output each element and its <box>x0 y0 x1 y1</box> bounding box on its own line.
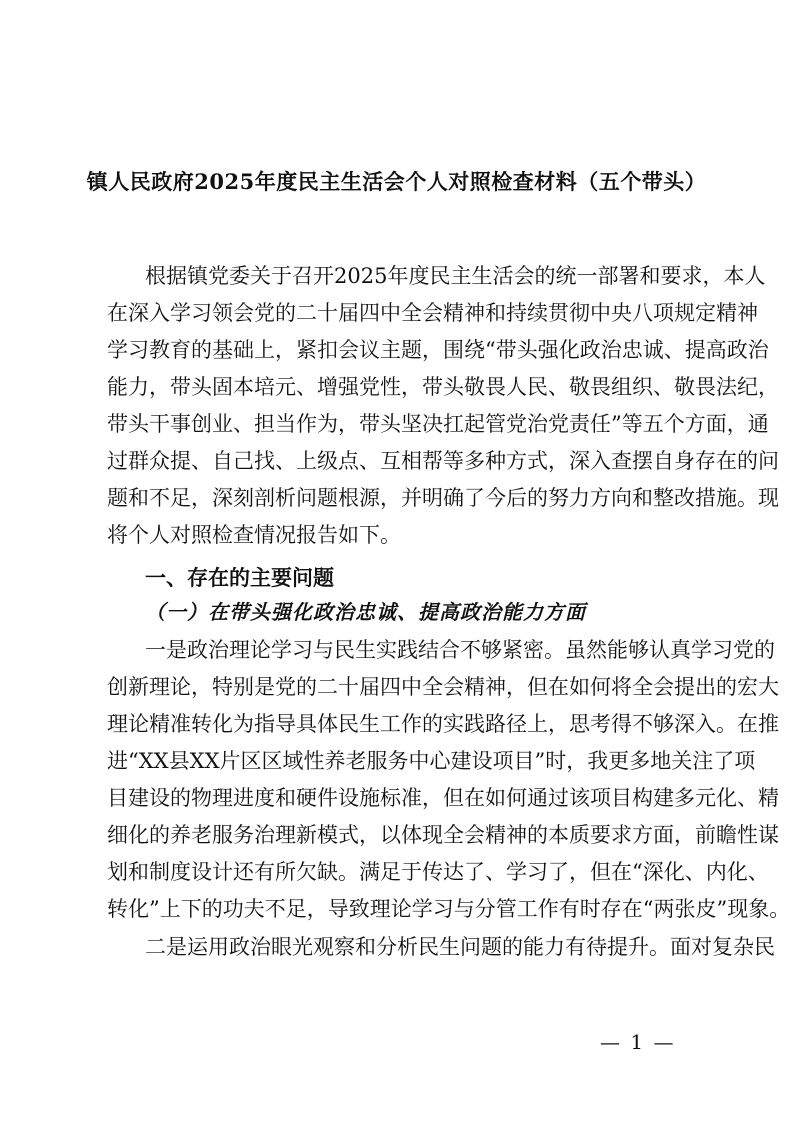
text-line: 过群众提、自己找、上级点、互相帮等多种方式，深入查摆自身存在的问 <box>107 449 779 473</box>
text-line: 一是政治理论学习与民生实践结合不够紧密。虽然能够认真学习党的 <box>145 638 775 662</box>
text-line: 学习教育的基础上，紧扣会议主题，围绕“带头强化政治忠诚、提高政治 <box>107 338 769 362</box>
intro-paragraph <box>107 258 779 554</box>
section-heading: 一、存在的主要问题 <box>145 565 334 590</box>
text-line: 带头干事创业、担当作为，带头坚决扛起管党治党责任”等五个方面，通 <box>107 412 769 436</box>
text-line: 进“XX县XX片区区域性养老服务中心建设项目”时，我更多地关注了项 <box>107 749 756 773</box>
text-line: 理论精准转化为指导具体民生工作的实践路径上，思考得不够深入。在推 <box>107 712 779 736</box>
text-line: 创新理论，特别是党的二十届四中全会精神，但在如何将全会提出的宏大 <box>107 675 779 699</box>
text-line: 题和不足，深刻剖析问题根源，并明确了今后的努力方向和整改措施。现 <box>107 486 779 510</box>
text-line: 在深入学习领会党的二十届四中全会精神和持续贯彻中央八项规定精神 <box>107 301 758 325</box>
text-line: 能力，带头固本培元、增强党性，带头敬畏人民、敬畏组织、敬畏法纪， <box>107 375 779 399</box>
page-number: — 1 — <box>600 1030 676 1054</box>
text-line: 划和制度设计还有所欠缺。满足于传达了、学习了，但在“深化、内化、 <box>107 860 769 884</box>
document-title: 镇人民政府2025年度民主生活会个人对照检查材料（五个带头） <box>86 169 707 194</box>
text-line: 二是运用政治眼光观察和分析民生问题的能力有待提升。面对复杂民 <box>145 935 775 959</box>
text-line: 根据镇党委关于召开2025年度民主生活会的统一部署和要求，本人 <box>145 264 766 288</box>
text-line: 将个人对照检查情况报告如下。 <box>107 523 401 547</box>
body-paragraph-2 <box>107 929 775 966</box>
text-line: 目建设的物理进度和硬件设施标准，但在如何通过该项目构建多元化、精 <box>107 786 779 810</box>
body-paragraph-1 <box>107 632 791 928</box>
text-line: 细化的养老服务治理新模式，以体现全会精神的本质要求方面，前瞻性谋 <box>107 823 779 847</box>
subsection-heading: （一）在带头强化政治忠诚、提高政治能力方面 <box>145 600 586 624</box>
text-line: 转化”上下的功夫不足，导致理论学习与分管工作有时存在“两张皮”现象。 <box>107 897 791 921</box>
